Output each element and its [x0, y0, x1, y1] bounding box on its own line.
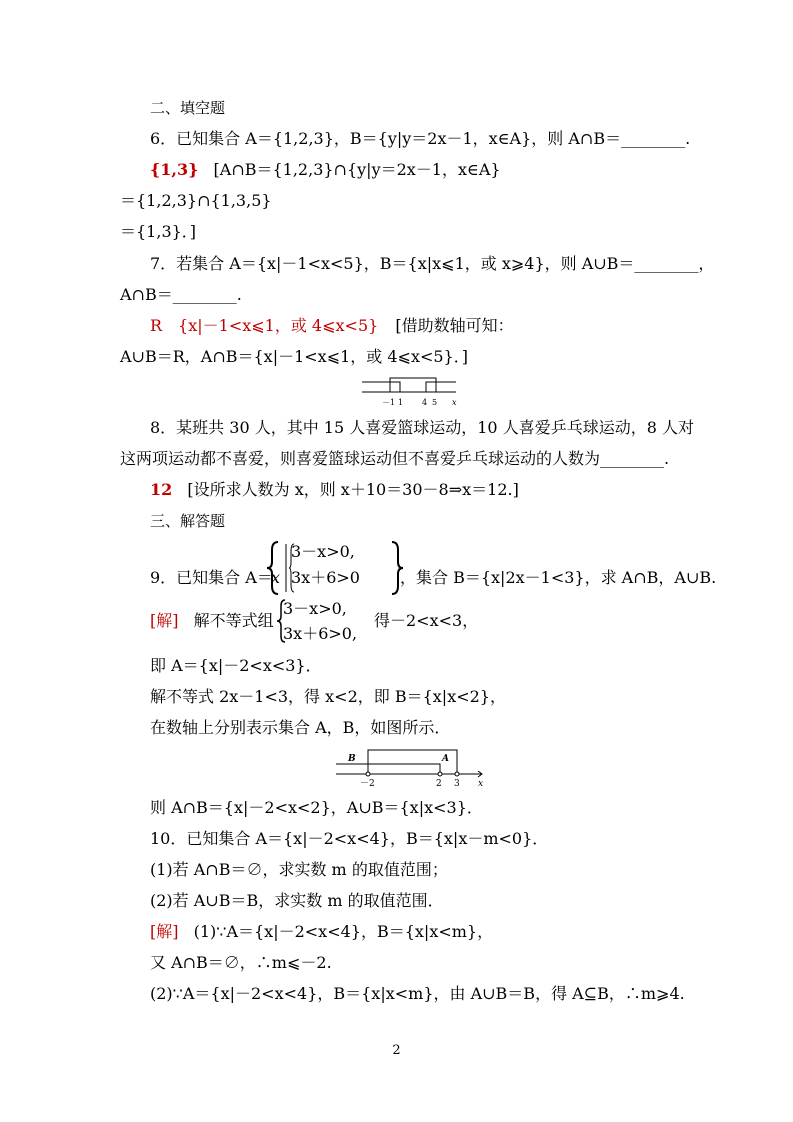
q7-axis-label: 1	[398, 398, 404, 407]
q9-axis-label: A	[442, 754, 449, 764]
q9-axis-label: 2	[436, 779, 442, 789]
q7-question-line-2: A∩B＝________.	[120, 285, 242, 304]
q9-system-condition-1: 3－x>0,	[283, 599, 347, 618]
q9-system-condition-2: 3x＋6>0,	[283, 624, 358, 643]
q9-solution-line-1	[150, 611, 274, 631]
q10-part-2: (2)若 A∪B＝B，求实数 m 的取值范围．	[150, 891, 444, 910]
q10-solution-line-1	[150, 922, 493, 942]
section-3-title: 三、解答题	[150, 512, 226, 530]
q7-question-line-1: 7．若集合 A＝{x|－1<x<5}，B＝{x|x⩽1，或 x⩾4}，则 A∪B＝________，	[150, 254, 715, 273]
q10-solution-text: (1)∵A＝{x|－2<x<4}，B＝{x|x<m}，	[193, 922, 494, 941]
q9-question-suffix: ，集合 B＝{x|2x－1<3}，求 A∩B，A∪B.	[400, 568, 717, 587]
q9-solution-line-5: 则 A∩B＝{x|－2<x<2}，A∪B＝{x|x<3}．	[150, 798, 483, 817]
q6-solution-line-2: ＝{1,2,3}∩{1,3,5}	[120, 191, 272, 210]
q6-solution-line-1	[150, 160, 501, 180]
q6-answer: {1,3}	[150, 160, 199, 179]
q7-axis-label: 5	[432, 398, 438, 407]
q8-question-line-1: 8．某班共 30 人，其中 15 人喜爱篮球运动，10 人喜爱乒乓球运动，8 人对	[150, 418, 694, 437]
q9-solution-line-3: 解不等式 2x－1<3，得 x<2，即 B＝{x|x<2}，	[150, 687, 506, 706]
q7-solution-line-2: A∪B＝R，A∩B＝{x|－1<x⩽1，或 4⩽x<5}．]	[120, 347, 468, 366]
q8-solution	[150, 480, 519, 500]
q6-solution-text: [A∩B＝{1,2,3}∩{y|y＝2x－1，x∈A}	[213, 160, 501, 179]
q9-solution-intro: 解不等式组	[193, 611, 274, 630]
q8-answer: 12	[150, 480, 173, 499]
q9-solution-line-4: 在数轴上分别表示集合 A，B，如图所示．	[150, 718, 451, 737]
q7-number-line	[360, 374, 470, 410]
q7-solution-line-1	[150, 316, 514, 336]
q9-axis-label: x	[478, 779, 484, 789]
q7-axis-label: x	[452, 398, 457, 407]
q10-question: 10．已知集合 A＝{x|－2<x<4}，B＝{x|x－m<0}．	[150, 829, 549, 848]
section-2-title: 二、填空题	[150, 99, 226, 117]
q9-axis-label: －2	[360, 779, 375, 789]
q7-answer: R {x|－1<x⩽1，或 4⩽x<5}	[150, 316, 379, 335]
q8-solution-text: [设所求人数为 x，则 x＋10＝30－8⇒x＝12.]	[187, 480, 519, 499]
q9-axis-label: 3	[454, 779, 460, 789]
q10-part-1: (1)若 A∩B＝∅，求实数 m 的取值范围；	[150, 860, 448, 879]
q6-solution-line-3: ＝{1,3}．]	[120, 222, 197, 241]
q9-set-variable: x	[271, 568, 281, 587]
q9-condition-1: 3－x>0,	[291, 542, 355, 561]
q7-axis-label: 4	[422, 398, 428, 407]
q10-solution-line-3: (2)∵A＝{x|－2<x<4}，B＝{x|x<m}，由 A∪B＝B，得 A⊆B，∴m⩾4.	[150, 984, 685, 1003]
q8-question-line-2: 这两项运动都不喜爱，则喜爱篮球运动但不喜爱乒乓球运动的人数为________.	[120, 449, 670, 468]
q9-axis-label: B	[348, 754, 356, 764]
q6-question: 6．已知集合 A＝{1,2,3}，B＝{y|y＝2x－1，x∈A}，则 A∩B＝________.	[150, 129, 691, 148]
q7-axis-label: －1	[382, 398, 396, 407]
q9-solution-tag: [解]	[150, 611, 179, 630]
q9-question-prefix: 9．已知集合 A＝	[150, 568, 273, 587]
q10-solution-tag: [解]	[150, 922, 179, 941]
page-number: 2	[392, 1043, 401, 1058]
q7-solution-intro: [借助数轴可知：	[395, 316, 514, 335]
q9-condition-2: 3x＋6>0	[291, 568, 360, 587]
q9-number-line	[334, 744, 494, 790]
q9-system-result: 得－2<x<3，	[374, 611, 479, 630]
q9-solution-line-2: 即 A＝{x|－2<x<3}．	[150, 656, 322, 675]
q10-solution-line-2: 又 A∩B＝∅，∴m⩽－2.	[150, 953, 332, 972]
